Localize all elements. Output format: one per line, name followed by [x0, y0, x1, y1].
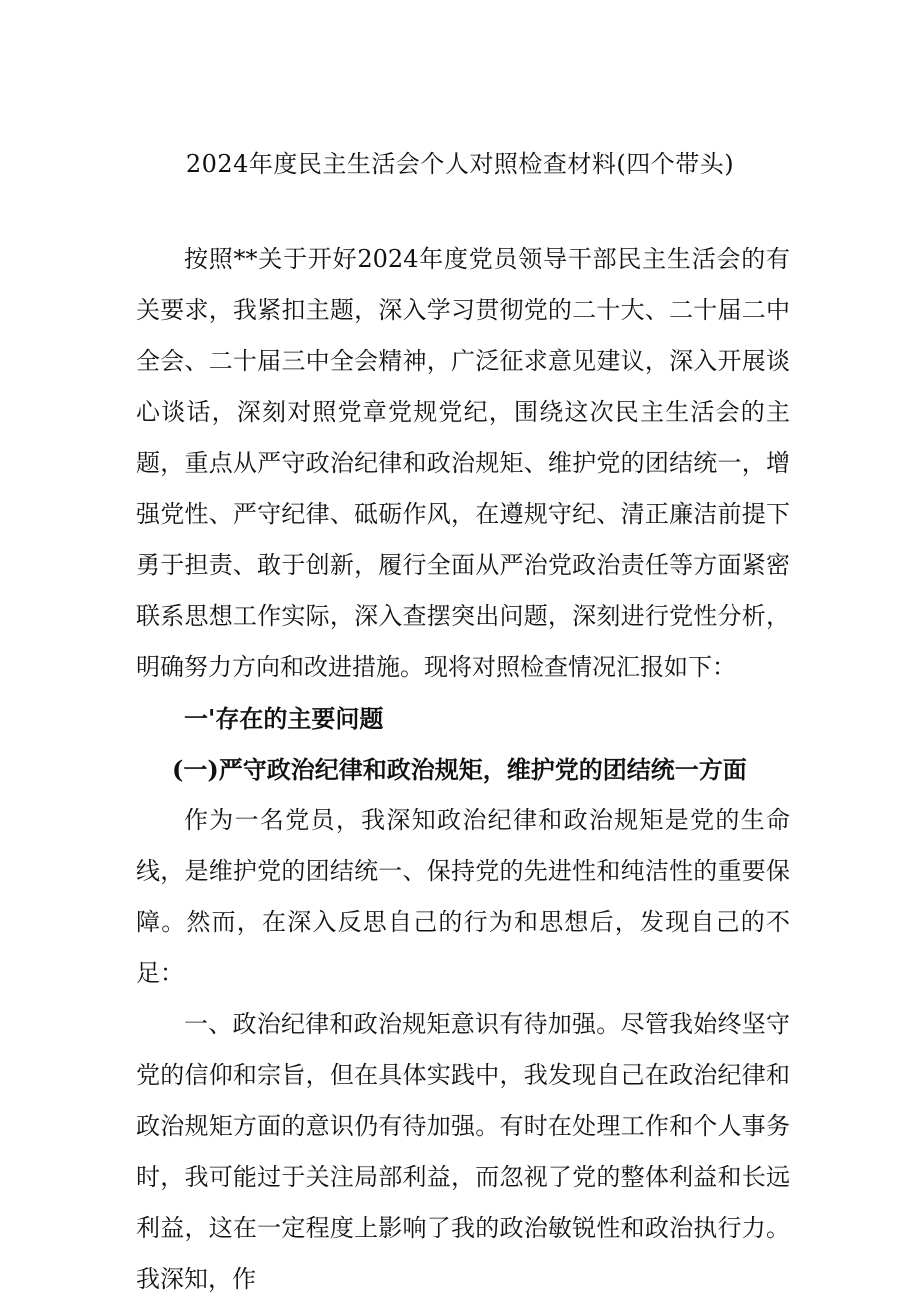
paragraph-1: 作为一名党员，我深知政治纪律和政治规矩是党的生命线，是维护党的团结统一、保持党的先进性和纯洁性的重要保障。然而，在深入反思自己的行为和思想后，发现自己的不足：: [136, 806, 790, 987]
intro-paragraph: 按照**关于开好2024年度党员领导干部民主生活会的有关要求，我紧扣主题，深入学习贯彻党的二十大、二十届二中全会、二十届三中全会精神，广泛征求意见建议，深入开展谈心谈话，深刻对照党章党规党纪，围绕这次民主生活会的主题，重点从严守政治纪律和政治规矩、维护党的团结统一，增强党性、严守纪律、砥砺作风，在遵规守纪、清正廉洁前提下勇于担责、敢于创新，履行全面从严治党政治责任等方面紧密联系思想工作实际，深入查摆突出问题，深刻进行党性分析，明确努力方向和改进措施。现将对照检查情况汇报如下：: [136, 245, 790, 681]
document-body: [136, 234, 790, 1305]
section-heading: 一'存在的主要问题: [184, 704, 384, 733]
paragraph-2: 一、政治纪律和政治规矩意识有待加强。尽管我始终坚守党的信仰和宗旨，但在具体实践中，我发现自己在政治纪律和政治规矩方面的意识仍有待加强。有时在处理工作和个人事务时，我可能过于关注局部利益，而忽视了党的整体利益和长远利益，这在一定程度上影响了我的政治敏锐性和政治执行力。我深知，作: [136, 1010, 790, 1293]
document-title: 2024年度民主生活会个人对照检查材料(四个带头): [185, 150, 735, 178]
subsection-heading: (一)严守政治纪律和政治规矩，维护党的团结统一方面: [172, 755, 747, 784]
